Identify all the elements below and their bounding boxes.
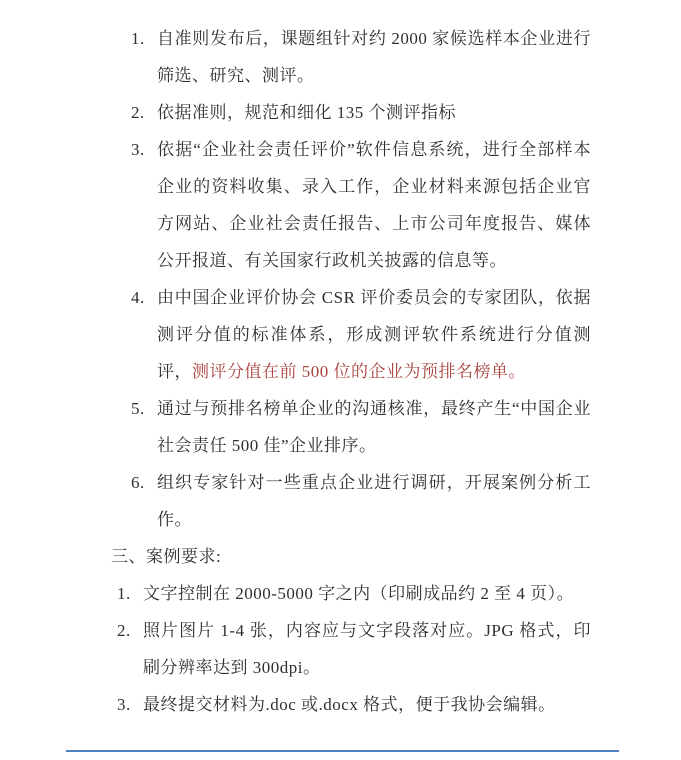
item-number: 2. xyxy=(117,621,131,640)
item-number: 5. xyxy=(131,399,145,418)
list-item xyxy=(0,94,681,131)
item-number: 3. xyxy=(117,695,131,714)
item-text: 自准则发布后，课题组针对约 2000 家候选样本企业进行筛选、研究、测评。 xyxy=(157,29,591,85)
item-text: 文字控制在 2000-5000 字之内（印刷成品约 2 至 4 页）。 xyxy=(143,584,575,603)
numbered-list-evaluation-steps xyxy=(0,20,681,538)
list-item xyxy=(0,390,681,464)
list-item xyxy=(0,575,681,612)
item-text: 通过与预排名榜单企业的沟通核准，最终产生“中国企业社会责任 500 佳”企业排序。 xyxy=(157,399,591,455)
item-number: 4. xyxy=(131,288,145,307)
item-text: 组织专家针对一些重点企业进行调研，开展案例分析工作。 xyxy=(157,473,591,529)
list-item xyxy=(0,464,681,538)
list-item xyxy=(0,612,681,686)
item-text: 依据准则，规范和细化 135 个测评指标 xyxy=(157,103,456,122)
item-number: 3. xyxy=(131,140,145,159)
item-number: 6. xyxy=(131,473,145,492)
highlighted-red-text: 测评分值在前 500 位的企业为预排名榜单。 xyxy=(192,362,526,381)
item-number: 1. xyxy=(117,584,131,603)
list-item xyxy=(0,279,681,390)
list-item xyxy=(0,20,681,94)
section-heading-case-requirements: 三、案例要求: xyxy=(111,547,222,566)
item-text: 最终提交材料为.doc 或.docx 格式，便于我协会编辑。 xyxy=(143,695,556,714)
item-text: 照片图片 1-4 张，内容应与文字段落对应。JPG 格式，印刷分辨率达到 300dpi。 xyxy=(143,621,591,677)
item-text-black-segment: 由中国企业评价协会 CSR 评价委员会的专家团队，依据测评分值的标准体系，形成测评软件系统进行分值测评， xyxy=(157,288,591,381)
page-footer-divider xyxy=(66,750,619,752)
numbered-list-case-requirements xyxy=(0,575,681,723)
item-text xyxy=(157,279,591,390)
item-number: 2. xyxy=(131,103,145,122)
item-number: 1. xyxy=(131,29,145,48)
list-item xyxy=(0,131,681,279)
list-item xyxy=(0,686,681,723)
item-text: 依据“企业社会责任评价”软件信息系统，进行全部样本企业的资料收集、录入工作，企业材料来源包括企业官方网站、企业社会责任报告、上市公司年度报告、媒体公开报道、有关国家行政机关披露的信息等。 xyxy=(157,140,591,270)
